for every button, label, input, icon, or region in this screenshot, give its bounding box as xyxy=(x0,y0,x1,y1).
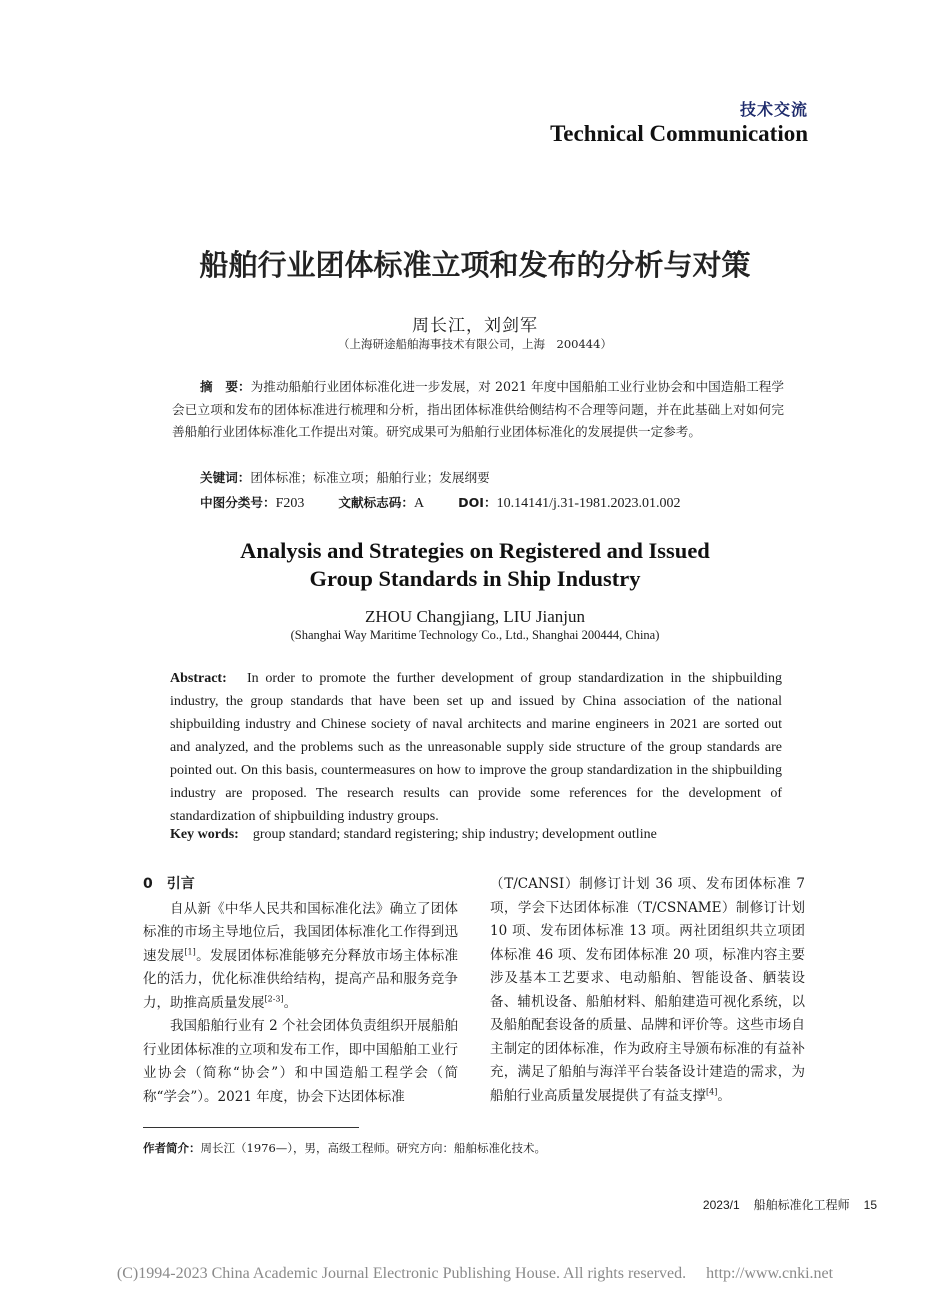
doi-label: DOI： xyxy=(458,495,497,510)
keywords-en-text: group standard; standard registering; ship industry; development outline xyxy=(252,827,657,842)
paper-title-en xyxy=(0,537,950,593)
section-heading-introduction: 0 引言 xyxy=(143,876,195,892)
page-footer xyxy=(689,1196,877,1213)
p1-text-b: 。发展团体标准能够充分释放市场主体标准化的活力，优化标准供给结构，提高产品和服务竞争力，助推高质量发展 xyxy=(143,947,459,1011)
keywords-cn-label: 关键词： xyxy=(200,470,251,485)
p1-text: 自从新《中华人民共和国标准化法》确立了团体标准的市场主导地位后，我国团体标准化工作得到迅速发展 xyxy=(143,900,458,964)
page-number: 15 xyxy=(863,1198,877,1212)
section-label-en: Technical Communication xyxy=(550,121,808,146)
abstract-cn-text: 为推动船舶行业团体标准化进一步发展，对 2021 年度中国船舶工业行业协会和中国造船工程学会已立项和发布的团体标准进行梳理和分析，指出团体标准供给侧结构不合理等问题，并在此基础上对如何完善船舶行业团体标准化工作提出对策。研究成果可为船舶行业团体标准化的发展提供一定参考。 xyxy=(172,379,785,439)
paper-title-en-line2: Group Standards in Ship Industry xyxy=(309,566,641,591)
citation-1: [1] xyxy=(184,947,196,956)
keywords-en-label: Key words: xyxy=(170,827,239,842)
abstract-en-text: In order to promote the further development of group standardization in the shipbuilding industry, the group standards that have been set up and issued by China association of the national shipbuilding industry and Chinese society of naval architects and marine engineers in 2021 are sorted out and analyzed, and the problems such as the unreasonable supply side structure of the group standards are pointed out. On this basis, countermeasures on how to improve the group standardization in the shipbuilding industry are proposed. The research results can provide some references for the development of standardization of shipbuilding industry groups. xyxy=(170,671,782,824)
body-paragraph-2-continued xyxy=(490,873,805,1108)
clc-value: F203 xyxy=(275,496,305,511)
citation-2-3: [2-3] xyxy=(264,994,284,1003)
paper-title-en-line1: Analysis and Strategies on Registered and Issued xyxy=(240,538,710,563)
authors-cn: 周长江，刘剑军 xyxy=(412,316,538,336)
clc-label: 中图分类号： xyxy=(200,495,276,510)
body-column-left xyxy=(143,873,458,1109)
p1-text-c: 。 xyxy=(283,994,298,1011)
section-label-cn: 技术交流 xyxy=(739,100,808,119)
doc-code-value: A xyxy=(413,496,425,511)
abstract-en xyxy=(170,667,782,828)
doi-value: 10.14141/j.31-1981.2023.01.002 xyxy=(496,496,681,511)
affiliation-en: (Shanghai Way Maritime Technology Co., Ltd., Shanghai 200444, China) xyxy=(290,628,660,642)
keywords-cn xyxy=(200,467,490,486)
affiliation-cn: （上海研途船舶海事技术有限公司，上海 200444） xyxy=(338,337,612,351)
paper-title-cn: 船舶行业团体标准立项和发布的分析与对策 xyxy=(199,248,751,282)
doc-code-label: 文献标志码： xyxy=(338,495,414,510)
journal-name: 船舶标准化工程师 xyxy=(753,1198,850,1212)
body-paragraph-2: 我国船舶行业有 2 个社会团体负责组织开展船舶行业团体标准的立项和发布工作，即中国船舶工业行业协会（简称“协会”）和中国造船工程学会（简称“学会”）。2021 年度，协会下达团体标准 xyxy=(143,1018,458,1105)
keywords-en xyxy=(170,827,657,843)
issue-number: 2023/1 xyxy=(702,1198,740,1212)
footnote-text: 周长江（1976—），男，高级工程师。研究方向：船舶标准化技术。 xyxy=(200,1141,547,1155)
abstract-en-label: Abstract: xyxy=(170,671,227,686)
classification-line xyxy=(200,492,681,512)
p2-end: 。 xyxy=(717,1087,731,1104)
citation-4: [4] xyxy=(706,1087,718,1096)
authors-en: ZHOU Changjiang, LIU Jianjun xyxy=(364,607,586,626)
footnote-label: 作者简介： xyxy=(143,1141,201,1155)
author-footnote xyxy=(143,1140,546,1156)
abstract-cn-label: 摘 要： xyxy=(200,379,251,394)
p2-cont-text: （T/CANSI）制修订计划 36 项、发布团体标准 7 项，学会下达团体标准（T/CSNAME）制修订计划 10 项、发布团体标准 13 项。两社团组织共立项团体标准 46 项、发布团体标准 20 项，标准内容主要涉及基本工艺要求、电动船舶、智能设备、舾装设备、辅机设备、船舶材料、船舶建造可视化系统，以及船舶配套设备的质量、品牌和评价等。这些市场自主制定的团体标准，作为政府主导颁布标准的有益补充，满足了船舶与海洋平台装备设计建造的需求，为船舶行业高质量发展提供了有益支撑 xyxy=(490,876,805,1104)
keywords-cn-text: 团体标准；标准立项；船舶行业；发展纲要 xyxy=(250,470,490,485)
body-column-right xyxy=(490,873,805,1108)
copyright-watermark: (C)1994-2023 China Academic Journal Electronic Publishing House. All rights reserved. http://www.cnki.net xyxy=(116,1265,834,1282)
body-paragraph-1 xyxy=(143,898,458,1016)
footnote-divider xyxy=(143,1127,359,1128)
abstract-cn xyxy=(172,376,784,444)
